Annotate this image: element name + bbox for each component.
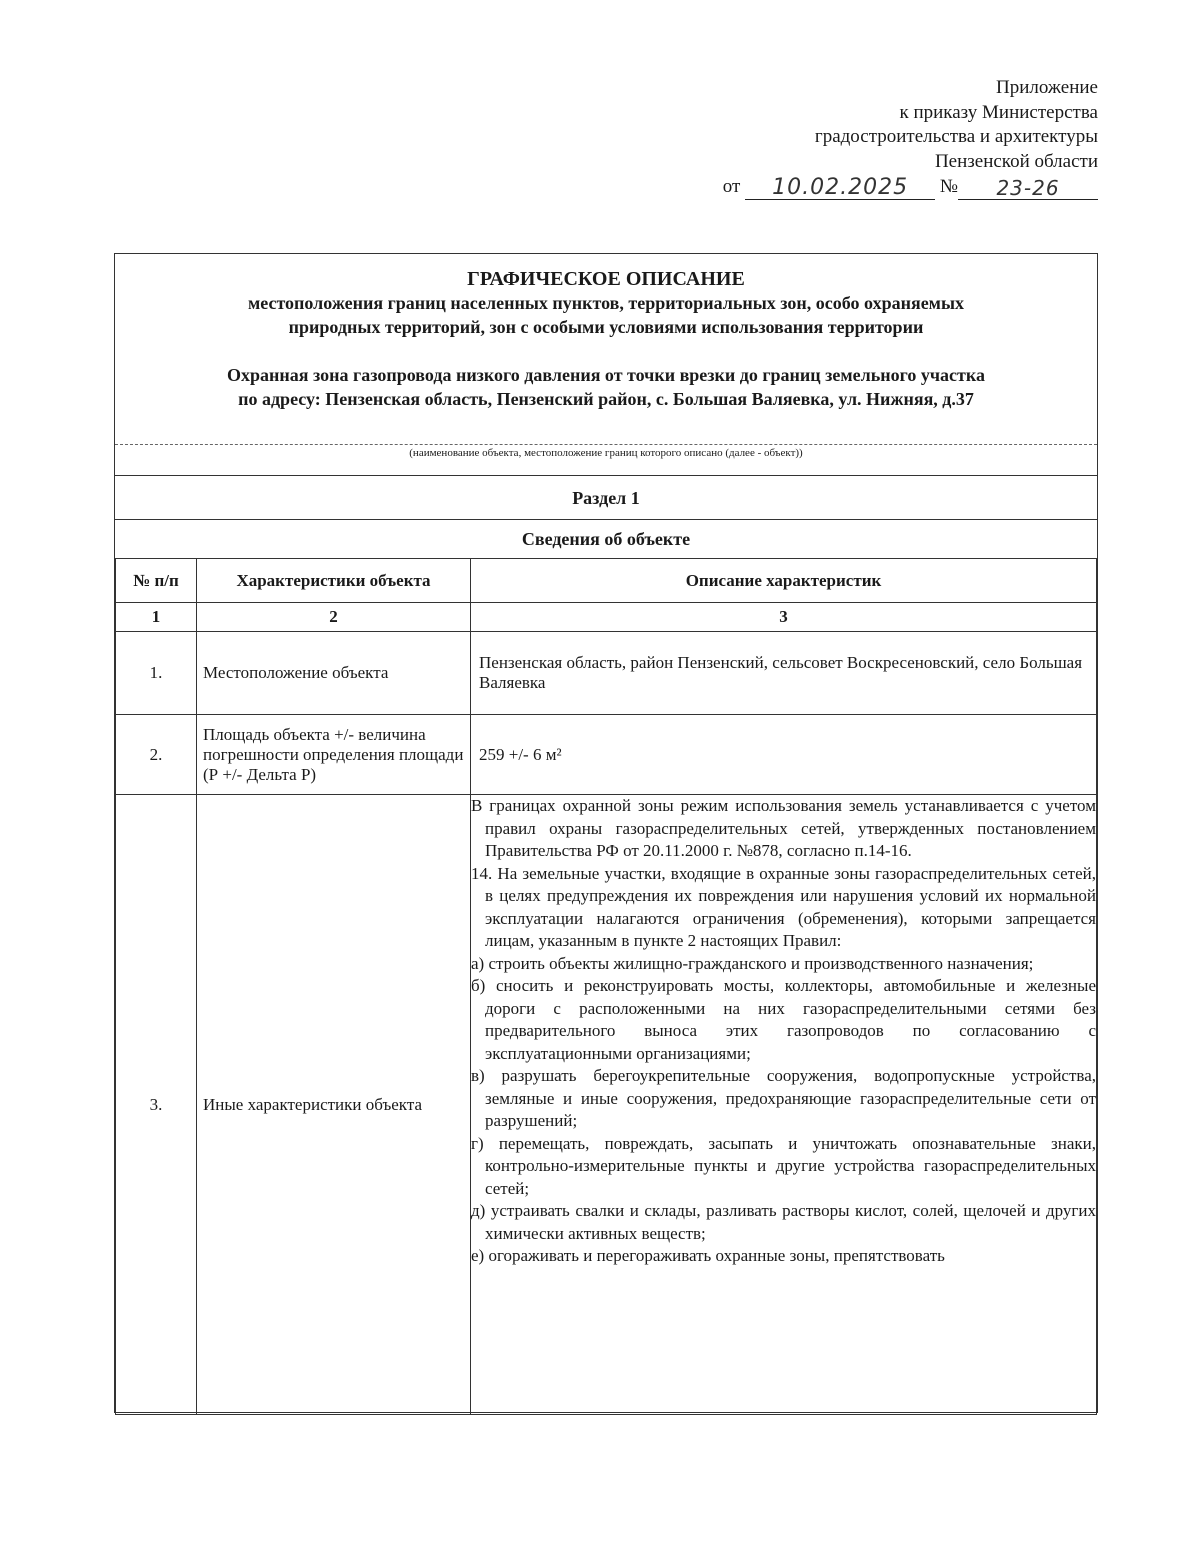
- object-name-line-1: Охранная зона газопровода низкого давления от точки врезки до границ земельного участка: [227, 365, 985, 385]
- appendix-block: [723, 76, 1098, 200]
- row-number: 2.: [116, 715, 197, 795]
- appendix-order-ref: к приказу Министерства: [899, 101, 1098, 123]
- document-title: ГРАФИЧЕСКОЕ ОПИСАНИЕ: [467, 268, 745, 290]
- appendix-region: Пензенской области: [934, 150, 1098, 172]
- from-label: от: [722, 176, 741, 197]
- rule-intro: В границах охранной зоны режим использования земель устанавливается с учетом правил охраны газораспределительных сетей, утвержденных постановлением Правительства РФ от 20.11.2000 г. №878, согласно п.14-16.: [471, 796, 1096, 860]
- row-value: Пензенская область, район Пензенский, сельсовет Воскресеновский, село Большая Валяевка: [471, 632, 1097, 715]
- rule-b: б) сносить и реконструировать мосты, коллекторы, автомобильные и железные дороги с расположенными на них газораспределительными сетями без предварительного выноса этих газопроводов по согласованию с эксплуатационными организациями;: [471, 976, 1096, 1063]
- header-number: № п/п: [116, 559, 197, 603]
- row-characteristic: Иные характеристики объекта: [197, 795, 471, 1415]
- table-row: [116, 632, 1097, 715]
- rule-e: е) огораживать и перегораживать охранные зоны, препятствовать: [471, 1246, 945, 1265]
- rule-a: а) строить объекты жилищно-гражданского и производственного назначения;: [471, 953, 1034, 973]
- object-name-line-2: по адресу: Пензенская область, Пензенский район, с. Большая Валяевка, ул. Нижняя, д.37: [238, 389, 974, 409]
- appendix-ministry: градостроительства и архитектуры: [814, 126, 1098, 147]
- row-value: 259 +/- 6 м²: [471, 715, 1097, 795]
- rule-g: г) перемещать, повреждать, засыпать и уничтожать опознавательные знаки, контрольно-измерительные пункты и другие устройства газораспределительных сетей;: [471, 1133, 1096, 1198]
- rule-v: в) разрушать берегоукрепительные сооружения, водопропускные устройства, земляные и иные сооружения, предохраняющие газораспределительные сети от разрушений;: [471, 1066, 1096, 1130]
- document-header: [115, 254, 1097, 444]
- column-number-2: 2: [197, 603, 471, 632]
- table-row: [116, 715, 1097, 795]
- number-label: №: [939, 176, 958, 197]
- rule-d: д) устраивать свалки и склады, разливать растворы кислот, солей, щелочей и других химически активных веществ;: [471, 1201, 1096, 1243]
- column-number-3: 3: [471, 603, 1097, 632]
- object-caption: (наименование объекта, местоположение границ которого описано (далее - объект)): [115, 444, 1097, 476]
- header-description: Описание характеристик: [471, 559, 1097, 603]
- row-number: 1.: [116, 632, 197, 715]
- row-characteristic: Площадь объекта +/- величина погрешности определения площади (Р +/- Дельта Р): [197, 715, 471, 795]
- row-characteristic: Местоположение объекта: [197, 632, 471, 715]
- row-number: 3.: [116, 795, 197, 1415]
- row-value-rules: [471, 795, 1097, 1415]
- rule-14: 14. На земельные участки, входящие в охранные зоны газораспределительных сетей, в целях предупреждения их повреждения или нарушения условий их нормальной эксплуатации налагаются ограничения (обременения), которыми запрещается лицам, указанным в пункте 2 настоящих Правил:: [471, 863, 1096, 950]
- header-characteristic: Характеристики объекта: [197, 559, 471, 603]
- document-subtitle-line-2: природных территорий, зон с особыми условиями использования территории: [288, 317, 924, 337]
- table-row: [116, 795, 1097, 1415]
- table-header-row: [116, 559, 1097, 603]
- document-subtitle-line-1: местоположения границ населенных пунктов, территориальных зон, особо охраняемых: [247, 293, 964, 313]
- section-subtitle: Сведения об объекте: [521, 529, 691, 549]
- order-number: 23-26: [958, 177, 1098, 200]
- column-number-1: 1: [116, 603, 197, 632]
- order-date: 10.02.2025: [745, 177, 935, 200]
- appendix-title: Приложение: [996, 77, 1098, 98]
- document-frame: [114, 253, 1098, 1413]
- order-date-number: [723, 175, 1098, 200]
- table-column-numbers: [116, 603, 1097, 632]
- section-title: Раздел 1: [115, 476, 1097, 520]
- object-info-table: [115, 558, 1097, 1415]
